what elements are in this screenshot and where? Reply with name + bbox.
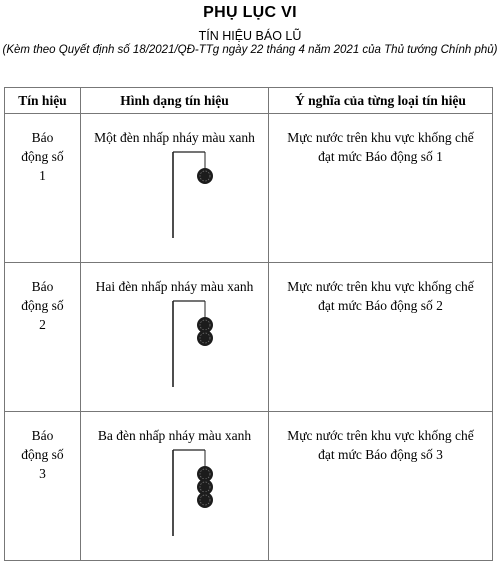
signal-level-text: động số: [21, 447, 64, 462]
signal-meaning-text: đạt mức Báo động số 1: [318, 149, 443, 164]
signal-level-number: 1: [39, 168, 46, 183]
signal-shape-cell: [81, 412, 269, 561]
signal-shape-cell: [81, 114, 269, 263]
signal-level-text: Báo: [31, 130, 54, 145]
decision-reference-note: (Kèm theo Quyết định số 18/2021/QĐ-TTg ngày 22 tháng 4 năm 2021 của Thủ tướng Chính phủ): [2, 44, 498, 56]
column-header-meaning: Ý nghĩa của từng loại tín hiệu: [269, 88, 493, 114]
signal-level-number: 2: [39, 317, 46, 332]
signal-level-text: Báo: [31, 428, 54, 443]
signal-level-text: động số: [21, 149, 64, 164]
signal-meaning-text: Mực nước trên khu vực khống chế: [287, 279, 474, 294]
signal-shape-description: Một đèn nhấp nháy màu xanh: [94, 130, 255, 145]
signal-level-text: động số: [21, 298, 64, 313]
signal-meaning-text: Mực nước trên khu vực khống chế: [287, 130, 474, 145]
signal-lamp: [197, 168, 213, 184]
document-subtitle: TÍN HIỆU BÁO LŨ: [198, 29, 302, 43]
signal-shape-description: Hai đèn nhấp nháy màu xanh: [95, 279, 254, 294]
signal-level-cell: [5, 263, 81, 412]
column-header-signal: Tín hiệu: [5, 88, 81, 114]
table-header-row: [5, 88, 493, 114]
signal-meaning-cell: [269, 114, 493, 263]
signal-meaning-text: đạt mức Báo động số 2: [318, 298, 443, 313]
flood-signal-table: [4, 87, 493, 561]
signal-pole-diagram: [141, 299, 217, 389]
signal-shape-description: Ba đèn nhấp nháy màu xanh: [97, 428, 252, 443]
signal-shape-cell: [81, 263, 269, 412]
signal-level-number: 3: [39, 466, 46, 481]
table-row: [5, 412, 493, 561]
signal-level-cell: [5, 412, 81, 561]
column-header-shape: Hình dạng tín hiệu: [81, 88, 269, 114]
signal-pole-diagram: [141, 150, 217, 240]
signal-meaning-cell: [269, 263, 493, 412]
table-row: [5, 114, 493, 263]
signal-meaning-text: Mực nước trên khu vực khống chế: [287, 428, 474, 443]
signal-level-text: Báo: [31, 279, 54, 294]
signal-lamp: [197, 330, 213, 346]
table-row: [5, 263, 493, 412]
signal-level-cell: [5, 114, 81, 263]
signal-lamp: [197, 492, 213, 508]
page-title: PHỤ LỤC VI: [203, 4, 297, 21]
signal-meaning-cell: [269, 412, 493, 561]
signal-meaning-text: đạt mức Báo động số 3: [318, 447, 443, 462]
signal-pole-diagram: [141, 448, 217, 538]
